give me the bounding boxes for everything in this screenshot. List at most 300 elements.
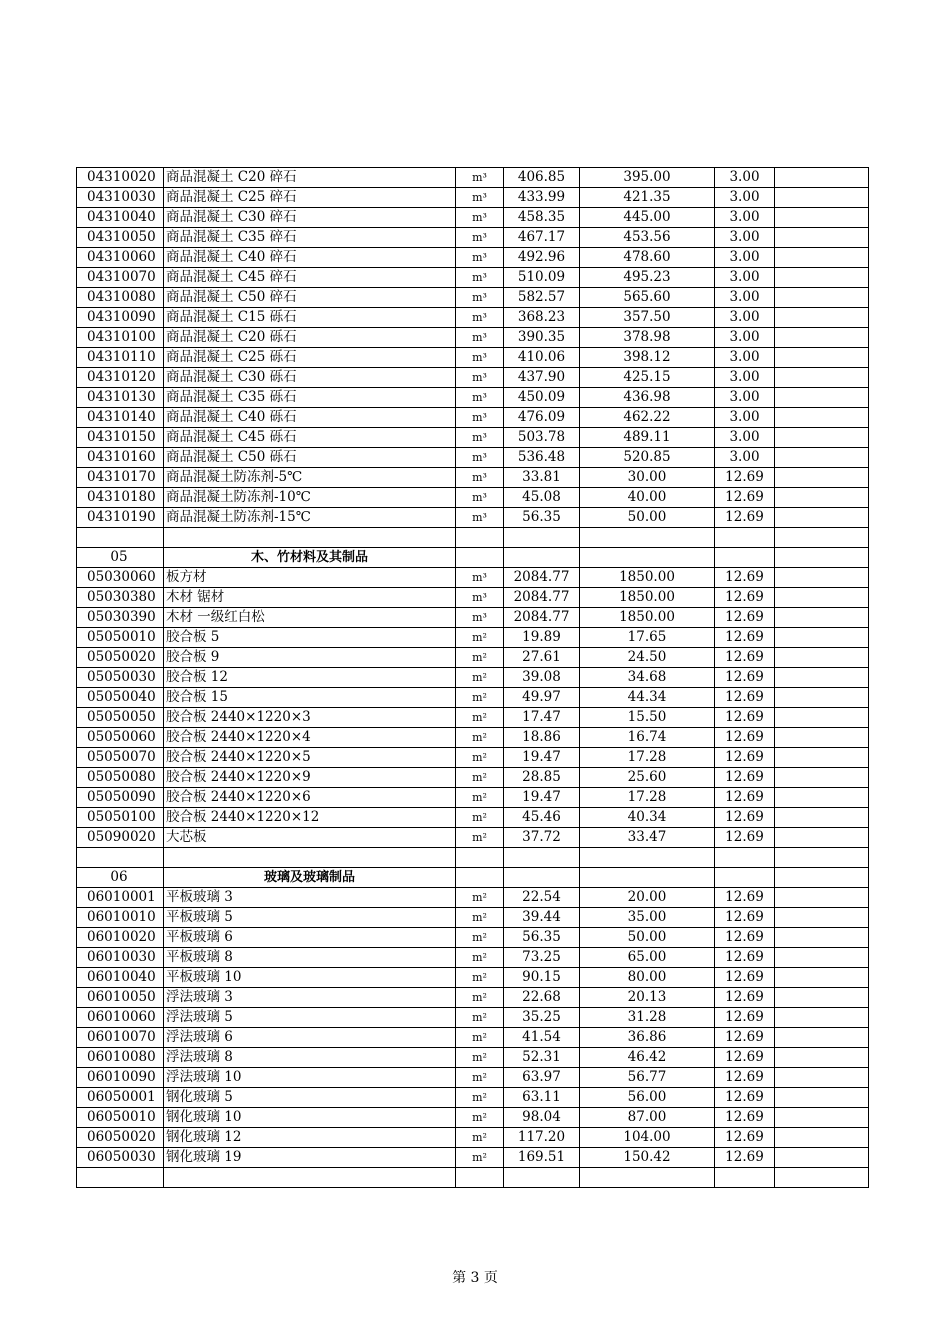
- material-name-cell: 板方材: [164, 568, 456, 588]
- material-code-cell: 04310160: [77, 448, 164, 468]
- material-code-cell: 05050080: [77, 768, 164, 788]
- base-price-cell: 40.00: [580, 488, 715, 508]
- table-row: [77, 1008, 869, 1028]
- tax-price-cell: 19.47: [504, 788, 580, 808]
- material-code-cell: 04310110: [77, 348, 164, 368]
- base-price-cell: 378.98: [580, 328, 715, 348]
- material-name-cell: 平板玻璃 8: [164, 948, 456, 968]
- table-row: [77, 628, 869, 648]
- base-price-cell: 495.23: [580, 268, 715, 288]
- base-price-cell: 17.65: [580, 628, 715, 648]
- rate-cell: 12.69: [715, 888, 775, 908]
- note-cell: [775, 288, 869, 308]
- table-row: [77, 288, 869, 308]
- tax-price-cell: 390.35: [504, 328, 580, 348]
- base-price-cell: 357.50: [580, 308, 715, 328]
- base-price-cell: 30.00: [580, 468, 715, 488]
- material-name-cell: 胶合板 2440×1220×3: [164, 708, 456, 728]
- unit-cell: m³: [456, 488, 504, 508]
- table-row: [77, 488, 869, 508]
- material-name-cell: 商品混凝土 C35 碎石: [164, 228, 456, 248]
- material-code-cell: 05030060: [77, 568, 164, 588]
- note-cell: [775, 688, 869, 708]
- material-name-cell: [164, 848, 456, 868]
- material-name-cell: 商品混凝土 C45 碎石: [164, 268, 456, 288]
- note-cell: [775, 668, 869, 688]
- material-name-cell: 胶合板 2440×1220×6: [164, 788, 456, 808]
- tax-price-cell: 52.31: [504, 1048, 580, 1068]
- note-cell: [775, 968, 869, 988]
- note-cell: [775, 328, 869, 348]
- base-price-cell: 35.00: [580, 908, 715, 928]
- material-name-cell: 商品混凝土 C45 砾石: [164, 428, 456, 448]
- table-row: [77, 388, 869, 408]
- rate-cell: 3.00: [715, 408, 775, 428]
- base-price-cell: [580, 868, 715, 888]
- material-name-cell: 木材 锯材: [164, 588, 456, 608]
- material-name-cell: 胶合板 9: [164, 648, 456, 668]
- note-cell: [775, 1028, 869, 1048]
- rate-cell: 12.69: [715, 608, 775, 628]
- tax-price-cell: 2084.77: [504, 608, 580, 628]
- unit-cell: m³: [456, 228, 504, 248]
- material-code-cell: 04310070: [77, 268, 164, 288]
- table-row: [77, 168, 869, 188]
- rate-cell: 12.69: [715, 808, 775, 828]
- table-row: [77, 368, 869, 388]
- rate-cell: 3.00: [715, 188, 775, 208]
- section-header-row: [77, 868, 869, 888]
- table-row: [77, 428, 869, 448]
- material-name-cell: 胶合板 2440×1220×9: [164, 768, 456, 788]
- material-code-cell: 06010020: [77, 928, 164, 948]
- material-name-cell: 大芯板: [164, 828, 456, 848]
- unit-cell: m²: [456, 808, 504, 828]
- base-price-cell: 50.00: [580, 508, 715, 528]
- rate-cell: 12.69: [715, 748, 775, 768]
- material-name-cell: 平板玻璃 10: [164, 968, 456, 988]
- base-price-cell: [580, 1168, 715, 1188]
- rate-cell: 12.69: [715, 708, 775, 728]
- tax-price-cell: 56.35: [504, 928, 580, 948]
- rate-cell: [715, 868, 775, 888]
- rate-cell: 12.69: [715, 1108, 775, 1128]
- note-cell: [775, 928, 869, 948]
- material-code-cell: 06010040: [77, 968, 164, 988]
- material-code-cell: 06010080: [77, 1048, 164, 1068]
- base-price-cell: 20.00: [580, 888, 715, 908]
- unit-cell: m²: [456, 648, 504, 668]
- base-price-cell: 17.28: [580, 748, 715, 768]
- tax-price-cell: 169.51: [504, 1148, 580, 1168]
- unit-cell: m²: [456, 628, 504, 648]
- material-code-cell: 04310100: [77, 328, 164, 348]
- unit-cell: m²: [456, 728, 504, 748]
- rate-cell: [715, 848, 775, 868]
- material-name-cell: 商品混凝土 C25 砾石: [164, 348, 456, 368]
- base-price-cell: 565.60: [580, 288, 715, 308]
- rate-cell: 3.00: [715, 308, 775, 328]
- rate-cell: 3.00: [715, 368, 775, 388]
- base-price-cell: 478.60: [580, 248, 715, 268]
- unit-cell: [456, 528, 504, 548]
- note-cell: [775, 528, 869, 548]
- base-price-cell: 462.22: [580, 408, 715, 428]
- material-code-cell: 05030380: [77, 588, 164, 608]
- tax-price-cell: [504, 528, 580, 548]
- material-code-cell: 04310140: [77, 408, 164, 428]
- material-code-cell: 06010001: [77, 888, 164, 908]
- rate-cell: 12.69: [715, 568, 775, 588]
- material-name-cell: 浮法玻璃 8: [164, 1048, 456, 1068]
- note-cell: [775, 1068, 869, 1088]
- tax-price-cell: 90.15: [504, 968, 580, 988]
- note-cell: [775, 788, 869, 808]
- tax-price-cell: 476.09: [504, 408, 580, 428]
- tax-price-cell: 19.89: [504, 628, 580, 648]
- unit-cell: m³: [456, 188, 504, 208]
- note-cell: [775, 308, 869, 328]
- unit-cell: m²: [456, 1068, 504, 1088]
- blank-row: [77, 1168, 869, 1188]
- material-name-cell: 钢化玻璃 5: [164, 1088, 456, 1108]
- tax-price-cell: 368.23: [504, 308, 580, 328]
- material-name-cell: 商品混凝土 C50 砾石: [164, 448, 456, 468]
- table-row: [77, 268, 869, 288]
- base-price-cell: 24.50: [580, 648, 715, 668]
- base-price-cell: [580, 548, 715, 568]
- material-code-cell: 06050010: [77, 1108, 164, 1128]
- base-price-cell: 87.00: [580, 1108, 715, 1128]
- material-code-cell: 05050030: [77, 668, 164, 688]
- table-row: [77, 1028, 869, 1048]
- material-code-cell: 05090020: [77, 828, 164, 848]
- unit-cell: m²: [456, 668, 504, 688]
- base-price-cell: 398.12: [580, 348, 715, 368]
- unit-cell: m³: [456, 468, 504, 488]
- unit-cell: [456, 548, 504, 568]
- note-cell: [775, 608, 869, 628]
- note-cell: [775, 188, 869, 208]
- base-price-cell: 445.00: [580, 208, 715, 228]
- material-code-cell: 04310190: [77, 508, 164, 528]
- table-row: [77, 1048, 869, 1068]
- tax-price-cell: 98.04: [504, 1108, 580, 1128]
- note-cell: [775, 208, 869, 228]
- material-code-cell: 05050050: [77, 708, 164, 728]
- base-price-cell: 33.47: [580, 828, 715, 848]
- tax-price-cell: 492.96: [504, 248, 580, 268]
- rate-cell: 12.69: [715, 1028, 775, 1048]
- material-name-cell: 木材 一级红白松: [164, 608, 456, 628]
- unit-cell: m³: [456, 288, 504, 308]
- rate-cell: 12.69: [715, 668, 775, 688]
- base-price-cell: [580, 528, 715, 548]
- unit-cell: m²: [456, 888, 504, 908]
- base-price-cell: 25.60: [580, 768, 715, 788]
- rate-cell: 12.69: [715, 588, 775, 608]
- rate-cell: 12.69: [715, 1148, 775, 1168]
- material-name-cell: 浮法玻璃 3: [164, 988, 456, 1008]
- material-code-cell: 04310090: [77, 308, 164, 328]
- material-name-cell: 胶合板 15: [164, 688, 456, 708]
- material-name-cell: 商品混凝土 C30 碎石: [164, 208, 456, 228]
- unit-cell: m²: [456, 1108, 504, 1128]
- material-name-cell: 商品混凝土 C35 砾石: [164, 388, 456, 408]
- tax-price-cell: 19.47: [504, 748, 580, 768]
- unit-cell: [456, 848, 504, 868]
- rate-cell: 3.00: [715, 208, 775, 228]
- note-cell: [775, 568, 869, 588]
- material-code-cell: 06010030: [77, 948, 164, 968]
- note-cell: [775, 588, 869, 608]
- note-cell: [775, 888, 869, 908]
- material-code-cell: 04310180: [77, 488, 164, 508]
- tax-price-cell: 63.11: [504, 1088, 580, 1108]
- material-name-cell: 钢化玻璃 12: [164, 1128, 456, 1148]
- table-row: [77, 708, 869, 728]
- section-title: 玻璃及玻璃制品: [164, 868, 456, 888]
- note-cell: [775, 708, 869, 728]
- tax-price-cell: 35.25: [504, 1008, 580, 1028]
- rate-cell: 12.69: [715, 768, 775, 788]
- rate-cell: 12.69: [715, 908, 775, 928]
- table-row: [77, 948, 869, 968]
- note-cell: [775, 248, 869, 268]
- note-cell: [775, 988, 869, 1008]
- base-price-cell: 34.68: [580, 668, 715, 688]
- base-price-cell: 104.00: [580, 1128, 715, 1148]
- base-price-cell: 1850.00: [580, 588, 715, 608]
- unit-cell: m²: [456, 1028, 504, 1048]
- unit-cell: m³: [456, 248, 504, 268]
- note-cell: [775, 408, 869, 428]
- note-cell: [775, 1168, 869, 1188]
- rate-cell: 3.00: [715, 268, 775, 288]
- material-code-cell: 05050040: [77, 688, 164, 708]
- material-code-cell: 04310020: [77, 168, 164, 188]
- unit-cell: m³: [456, 168, 504, 188]
- base-price-cell: 20.13: [580, 988, 715, 1008]
- unit-cell: m²: [456, 708, 504, 728]
- base-price-cell: 421.35: [580, 188, 715, 208]
- base-price-cell: 425.15: [580, 368, 715, 388]
- material-code-cell: 04310150: [77, 428, 164, 448]
- material-code-cell: 04310060: [77, 248, 164, 268]
- table-row: [77, 188, 869, 208]
- material-name-cell: 商品混凝土 C30 砾石: [164, 368, 456, 388]
- rate-cell: 12.69: [715, 488, 775, 508]
- material-code-cell: [77, 1168, 164, 1188]
- rate-cell: 12.69: [715, 648, 775, 668]
- table-row: [77, 668, 869, 688]
- note-cell: [775, 628, 869, 648]
- base-price-cell: 16.74: [580, 728, 715, 748]
- note-cell: [775, 728, 869, 748]
- rate-cell: [715, 548, 775, 568]
- table-row: [77, 408, 869, 428]
- unit-cell: m³: [456, 268, 504, 288]
- material-code-cell: 06010060: [77, 1008, 164, 1028]
- unit-cell: m³: [456, 208, 504, 228]
- tax-price-cell: 18.86: [504, 728, 580, 748]
- material-code-cell: 05: [77, 548, 164, 568]
- note-cell: [775, 768, 869, 788]
- material-name-cell: 浮法玻璃 10: [164, 1068, 456, 1088]
- material-name-cell: 平板玻璃 3: [164, 888, 456, 908]
- tax-price-cell: 45.08: [504, 488, 580, 508]
- tax-price-cell: 33.81: [504, 468, 580, 488]
- base-price-cell: 1850.00: [580, 568, 715, 588]
- base-price-cell: 453.56: [580, 228, 715, 248]
- material-code-cell: 04310130: [77, 388, 164, 408]
- rate-cell: 3.00: [715, 348, 775, 368]
- material-code-cell: 05030390: [77, 608, 164, 628]
- unit-cell: m³: [456, 448, 504, 468]
- base-price-cell: 65.00: [580, 948, 715, 968]
- base-price-cell: 50.00: [580, 928, 715, 948]
- material-name-cell: 商品混凝土 C15 砾石: [164, 308, 456, 328]
- section-header-row: [77, 548, 869, 568]
- table-row: [77, 1088, 869, 1108]
- note-cell: [775, 168, 869, 188]
- unit-cell: m²: [456, 928, 504, 948]
- material-name-cell: 钢化玻璃 19: [164, 1148, 456, 1168]
- material-code-cell: 05050100: [77, 808, 164, 828]
- table-row: [77, 328, 869, 348]
- note-cell: [775, 228, 869, 248]
- material-name-cell: 平板玻璃 6: [164, 928, 456, 948]
- note-cell: [775, 748, 869, 768]
- material-name-cell: 浮法玻璃 6: [164, 1028, 456, 1048]
- base-price-cell: 56.00: [580, 1088, 715, 1108]
- note-cell: [775, 488, 869, 508]
- material-name-cell: 浮法玻璃 5: [164, 1008, 456, 1028]
- note-cell: [775, 808, 869, 828]
- price-table: [76, 167, 869, 1188]
- base-price-cell: 36.86: [580, 1028, 715, 1048]
- material-code-cell: [77, 528, 164, 548]
- tax-price-cell: 37.72: [504, 828, 580, 848]
- unit-cell: m³: [456, 328, 504, 348]
- table-row: [77, 348, 869, 368]
- tax-price-cell: 510.09: [504, 268, 580, 288]
- material-name-cell: 胶合板 5: [164, 628, 456, 648]
- material-name-cell: 胶合板 2440×1220×4: [164, 728, 456, 748]
- table-row: [77, 988, 869, 1008]
- table-row: [77, 588, 869, 608]
- material-name-cell: 商品混凝土 C40 碎石: [164, 248, 456, 268]
- tax-price-cell: 503.78: [504, 428, 580, 448]
- table-row: [77, 1128, 869, 1148]
- unit-cell: m³: [456, 568, 504, 588]
- note-cell: [775, 908, 869, 928]
- material-name-cell: 商品混凝土 C40 砾石: [164, 408, 456, 428]
- table-row: [77, 508, 869, 528]
- note-cell: [775, 468, 869, 488]
- tax-price-cell: 17.47: [504, 708, 580, 728]
- base-price-cell: 44.34: [580, 688, 715, 708]
- material-code-cell: 06050001: [77, 1088, 164, 1108]
- unit-cell: m³: [456, 608, 504, 628]
- material-name-cell: 商品混凝土 C20 碎石: [164, 168, 456, 188]
- unit-cell: m²: [456, 1128, 504, 1148]
- unit-cell: m²: [456, 1048, 504, 1068]
- unit-cell: m³: [456, 388, 504, 408]
- unit-cell: m³: [456, 368, 504, 388]
- base-price-cell: 489.11: [580, 428, 715, 448]
- rate-cell: 12.69: [715, 1008, 775, 1028]
- material-name-cell: 商品混凝土防冻剂-5℃: [164, 468, 456, 488]
- table-row: [77, 888, 869, 908]
- tax-price-cell: 410.06: [504, 348, 580, 368]
- unit-cell: m²: [456, 948, 504, 968]
- table-row: [77, 648, 869, 668]
- table-row: [77, 788, 869, 808]
- material-name-cell: 胶合板 2440×1220×12: [164, 808, 456, 828]
- rate-cell: 12.69: [715, 508, 775, 528]
- tax-price-cell: 117.20: [504, 1128, 580, 1148]
- material-code-cell: 06010070: [77, 1028, 164, 1048]
- table-row: [77, 768, 869, 788]
- unit-cell: m²: [456, 748, 504, 768]
- tax-price-cell: 450.09: [504, 388, 580, 408]
- rate-cell: 12.69: [715, 1128, 775, 1148]
- material-code-cell: 05050020: [77, 648, 164, 668]
- base-price-cell: 520.85: [580, 448, 715, 468]
- table-row: [77, 1068, 869, 1088]
- note-cell: [775, 448, 869, 468]
- material-code-cell: [77, 848, 164, 868]
- base-price-cell: 40.34: [580, 808, 715, 828]
- material-code-cell: 05050090: [77, 788, 164, 808]
- unit-cell: [456, 1168, 504, 1188]
- unit-cell: m²: [456, 968, 504, 988]
- material-code-cell: 04310080: [77, 288, 164, 308]
- table-row: [77, 748, 869, 768]
- material-name-cell: 商品混凝土防冻剂-15℃: [164, 508, 456, 528]
- tax-price-cell: 406.85: [504, 168, 580, 188]
- table-row: [77, 928, 869, 948]
- note-cell: [775, 848, 869, 868]
- rate-cell: 3.00: [715, 388, 775, 408]
- rate-cell: 12.69: [715, 1068, 775, 1088]
- note-cell: [775, 1048, 869, 1068]
- tax-price-cell: 27.61: [504, 648, 580, 668]
- note-cell: [775, 508, 869, 528]
- rate-cell: 12.69: [715, 1088, 775, 1108]
- tax-price-cell: 28.85: [504, 768, 580, 788]
- table-row: [77, 968, 869, 988]
- tax-price-cell: 2084.77: [504, 568, 580, 588]
- table-row: [77, 728, 869, 748]
- table-row: [77, 1148, 869, 1168]
- base-price-cell: 1850.00: [580, 608, 715, 628]
- tax-price-cell: 536.48: [504, 448, 580, 468]
- tax-price-cell: 39.08: [504, 668, 580, 688]
- unit-cell: m³: [456, 508, 504, 528]
- material-code-cell: 06010010: [77, 908, 164, 928]
- table-row: [77, 828, 869, 848]
- unit-cell: m²: [456, 988, 504, 1008]
- unit-cell: m²: [456, 1008, 504, 1028]
- tax-price-cell: [504, 868, 580, 888]
- note-cell: [775, 428, 869, 448]
- blank-row: [77, 848, 869, 868]
- blank-row: [77, 528, 869, 548]
- table-row: [77, 808, 869, 828]
- price-table-body: [77, 168, 869, 1188]
